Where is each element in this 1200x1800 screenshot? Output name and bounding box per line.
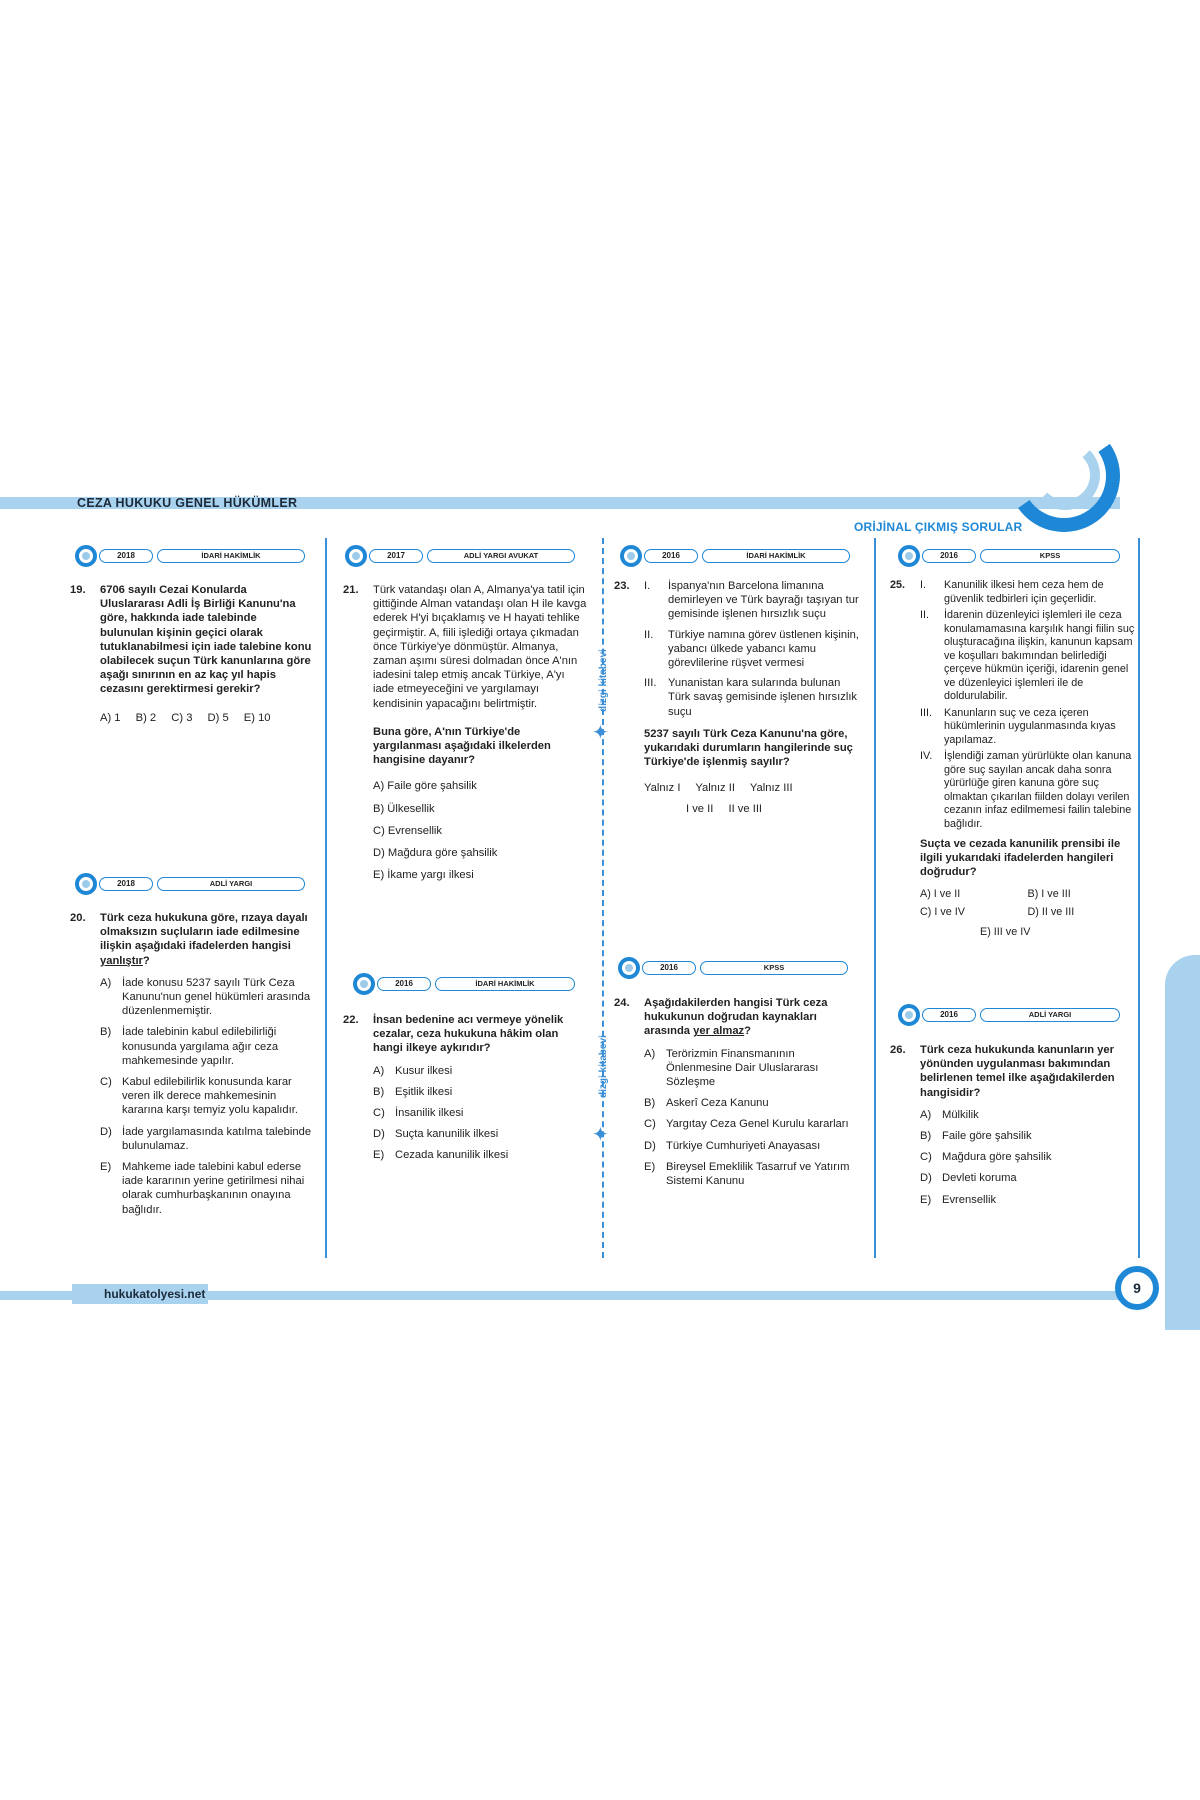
q21-header: [345, 545, 575, 569]
q25-statement-2: [920, 609, 1135, 704]
q20-option-e[interactable]: [100, 1160, 312, 1217]
q25-option-b[interactable]: B) I ve III: [1027, 887, 1071, 900]
q22-option-c[interactable]: [373, 1106, 588, 1120]
q19-option-e[interactable]: E) 10: [243, 711, 271, 724]
q24-year: 2016: [642, 961, 696, 975]
q23-statement-3-text: Yunanistan kara sularında bulunan Türk savaş gemisinde işlenen hırsızlık suçu: [668, 677, 858, 718]
q25-ring-icon: [898, 545, 920, 567]
q19-option-d[interactable]: D) 5: [207, 711, 229, 724]
q25-option-e[interactable]: E) III ve IV: [980, 925, 1031, 938]
q26-option-c[interactable]: [920, 1150, 1135, 1164]
q20-option-a-letter: A): [100, 976, 112, 989]
q25-option-c[interactable]: C) I ve IV: [920, 906, 965, 919]
q20-text-main: Türk ceza hukukuna göre, rızaya dayalı olmaksızın suçluların iade edilmesine ilişkin aşağıdaki ifadelerden hangisi: [100, 912, 308, 953]
q21-option-b[interactable]: B) Ülkesellik: [373, 802, 435, 815]
q23-option-e[interactable]: II ve III: [728, 802, 763, 815]
q21-number: 21.: [343, 584, 359, 596]
q26-option-c-letter: C): [920, 1151, 932, 1164]
q23-year: 2016: [644, 549, 698, 563]
q19-options: [100, 711, 312, 725]
q25-statement-3: [920, 707, 1135, 748]
q24-option-c-text: Yargıtay Ceza Genel Kurulu kararları: [666, 1118, 849, 1131]
q26-option-d-letter: D): [920, 1172, 932, 1185]
q26-text: Türk ceza hukukunda kanunların yer yönünden uygulanması bakımından belirlenen temel ilke aşağıdakilerden hangisidir?: [920, 1044, 1115, 1099]
q23-statement-2-text: Türkiye namına görev üstlenen kişinin, yabancı ülkede yabancı kamu görevlilerine rüşvet vermesi: [668, 628, 859, 670]
q25-statement-1: [920, 579, 1135, 606]
q25-statement-4-text: İşlendiği zaman yürürlükte olan kanuna göre suç sayılan ancak daha sonra yürürlüğe giren kanuna göre suç olmaktan çıkarılan fiilden dolayı verilen cezanın infaz edilmemesi failin talebine bağlıdır.: [944, 750, 1132, 830]
q21-year: 2017: [369, 549, 423, 563]
q26-option-b-text: Faile göre şahsilik: [942, 1130, 1032, 1143]
q20-option-e-text: Mahkeme iade talebini kabul ederse iade kararının yerine getirilmesi nihai olarak cumhurbaşkanının onayına bağlıdır.: [122, 1161, 305, 1216]
q26-exam: ADLİ YARGI: [980, 1008, 1120, 1022]
q20-option-b-text: İade talebinin kabul edilebilirliği konusunda yargılama ağır ceza mahkemesinde yapılır.: [122, 1026, 279, 1067]
column-divider-3: [874, 538, 876, 1258]
q26-header: [898, 1004, 1128, 1028]
q20-text: [100, 911, 312, 968]
q25-option-a[interactable]: A) I ve II: [920, 887, 961, 900]
q26-ring-icon: [898, 1004, 920, 1026]
q20-number: 20.: [70, 912, 86, 924]
question-21: [343, 583, 588, 890]
q22-option-a[interactable]: [373, 1064, 588, 1078]
q24-text-main: Aşağıdakilerden hangisi Türk ceza hukukunun doğrudan kaynakları arasında: [644, 997, 828, 1038]
q23-exam: İDARİ HAKİMLİK: [702, 549, 850, 563]
q19-option-b[interactable]: B) 2: [135, 711, 157, 724]
q23-header: [620, 545, 850, 569]
q25-exam: KPSS: [980, 549, 1120, 563]
q24-option-a-text: Terörizmin Finansmanının Önlenmesine Dair Uluslararası Sözleşme: [666, 1047, 819, 1089]
q20-exam: ADLİ YARGI: [157, 877, 305, 891]
q22-year: 2016: [377, 977, 431, 991]
q25-statement-3-num: III.: [920, 706, 932, 719]
q22-option-b-text: Eşitlik ilkesi: [395, 1085, 453, 1098]
section-label: ORİJİNAL ÇIKMIŞ SORULAR: [854, 520, 1023, 534]
q26-option-d-text: Devleti koruma: [942, 1172, 1017, 1185]
q26-number: 26.: [890, 1044, 906, 1056]
q23-statement-1: [644, 579, 862, 622]
q23-options-row-1: [644, 781, 862, 795]
q24-option-c-letter: C): [644, 1118, 656, 1131]
q26-option-a[interactable]: [920, 1108, 1135, 1122]
q26-option-d[interactable]: [920, 1171, 1135, 1185]
q21-option-c[interactable]: C) Evrensellik: [373, 824, 443, 837]
q22-option-e[interactable]: [373, 1148, 588, 1162]
footer-url[interactable]: hukukatolyesi.net: [104, 1287, 206, 1301]
q24-header: [618, 957, 848, 981]
q23-option-a[interactable]: Yalnız I: [644, 782, 681, 795]
q24-option-e-letter: E): [644, 1160, 656, 1173]
q22-header: [353, 973, 583, 997]
column-divider-1: [325, 538, 327, 1258]
q25-statement-4-num: IV.: [920, 750, 933, 762]
q24-option-a[interactable]: [644, 1047, 862, 1090]
q20-option-b-letter: B): [100, 1026, 112, 1039]
q21-ring-icon: [345, 545, 367, 567]
q24-option-d-letter: D): [644, 1139, 656, 1152]
q20-header: [75, 873, 305, 897]
q24-option-b-letter: B): [644, 1097, 656, 1110]
q24-option-e-text: Bireysel Emeklilik Tasarruf ve Yatırım Sistemi Kanunu: [666, 1160, 850, 1188]
q25-statement-1-text: Kanunilik ilkesi hem ceza hem de güvenlik tedbirleri için geçerlidir.: [944, 579, 1104, 605]
q20-option-b[interactable]: [100, 1025, 312, 1068]
q24-text: [644, 996, 862, 1039]
q19-exam: İDARİ HAKİMLİK: [157, 549, 305, 563]
q22-exam: İDARİ HAKİMLİK: [435, 977, 575, 991]
q23-statement-1-num: I.: [644, 580, 651, 592]
q26-option-b-letter: B): [920, 1130, 932, 1143]
q22-option-d-text: Suçta kanunilik ilkesi: [395, 1128, 499, 1141]
q21-option-d[interactable]: D) Mağdura göre şahsilik: [373, 847, 498, 860]
q23-option-c[interactable]: Yalnız III: [749, 782, 793, 795]
q25-statement-4: [920, 750, 1135, 831]
question-26: [890, 1043, 1135, 1214]
q22-option-d-letter: D): [373, 1128, 385, 1141]
q26-option-a-letter: A): [920, 1108, 932, 1121]
q23-statement-2: [644, 628, 862, 671]
q19-text: 6706 sayılı Cezai Konularda Uluslararası Adli İş Birliği Kanunu'na göre, hakkında iade talebinde bulunulan kişinin geçici olarak tutuklanabilmesi için iade talebine konu olabilecek suçun Türk kanunlarına göre aşağı sınırının en az kaç yıl hapis cezasını gerektirmesi gerekir?: [100, 584, 312, 696]
q26-option-e[interactable]: [920, 1193, 1135, 1207]
question-24: [614, 996, 862, 1195]
q25-statement-3-text: Kanunların suç ve ceza içeren hükümlerinin uygulanmasında kıyas yapılamaz.: [944, 706, 1116, 746]
header-arc-inner-decoration: [1030, 440, 1100, 510]
q22-option-c-letter: C): [373, 1107, 385, 1120]
q25-header: [898, 545, 1128, 569]
q22-option-b[interactable]: [373, 1085, 588, 1099]
q20-year: 2018: [99, 877, 153, 891]
q20-option-d[interactable]: [100, 1125, 312, 1153]
question-25: [890, 579, 1135, 939]
q26-option-b[interactable]: [920, 1129, 1135, 1143]
q21-text: Türk vatandaşı olan A, Almanya'ya tatil için gittiğinde Alman vatandaşı olan H ile kavga ederek H'yi bıçaklamış ve H hayati tehlike geçirmiştir. A, fiili işlediği ortaya çıkmadan önce Türkiye'ye dönmüştür. Almanya, zaman aşımı süresi dolmadan önce A'nın iadesini talep etmiş ancak Türkiye, A'yı iade etmeyeceğini ve yargılamayı kendisinin yapacağını belirtmiştir.: [373, 584, 587, 710]
q24-text-underlined: yer almaz: [693, 1025, 745, 1038]
q19-year: 2018: [99, 549, 153, 563]
q20-option-c[interactable]: [100, 1075, 312, 1118]
q21-option-a[interactable]: A) Faile göre şahsilik: [373, 780, 477, 793]
q20-text-underlined: yanlıştır: [100, 954, 143, 967]
q23-statement-3-num: III.: [644, 677, 657, 690]
q23-statement-3: [644, 676, 862, 719]
brand-vertical-text-2: dizgi kitabevi: [598, 1035, 609, 1098]
q24-ring-icon: [618, 957, 640, 979]
q23-option-d[interactable]: I ve II: [686, 802, 714, 815]
q21-option-e[interactable]: E) İkame yargı ilkesi: [373, 869, 474, 882]
page-number: 9: [1115, 1266, 1159, 1310]
q24-option-b[interactable]: [644, 1096, 862, 1110]
brand-bird-icon-2: ✦: [592, 1124, 609, 1146]
page-header-title: CEZA HUKUKU GENEL HÜKÜMLER: [77, 496, 298, 510]
q19-header: [75, 545, 305, 569]
q22-option-b-letter: B): [373, 1085, 385, 1098]
q23-option-b[interactable]: Yalnız II: [695, 782, 735, 795]
q20-option-c-text: Kabul edilebilirlik konusunda karar veren ilk derece mahkemesinin kararına karşı temyiz yolu kapalıdır.: [122, 1076, 298, 1117]
q22-option-c-text: İnsanilik ilkesi: [395, 1107, 464, 1120]
q23-ring-icon: [620, 545, 642, 567]
q25-number: 25.: [890, 579, 906, 591]
q19-option-c[interactable]: C) 3: [171, 711, 193, 724]
q24-option-b-text: Askerî Ceza Kanunu: [666, 1097, 769, 1110]
q25-option-d[interactable]: D) II ve III: [1027, 906, 1075, 919]
q26-year: 2016: [922, 1008, 976, 1022]
q20-option-a-text: İade konusu 5237 sayılı Türk Ceza Kanunu'nun genel hükümleri arasında düzenlenmemiştir.: [122, 976, 311, 1018]
q25-statement-2-text: İdarenin düzenleyici işlemleri ile ceza konulamamasına karşılık hangi fiilin suç oluşturacağına ilişkin, kanunun kapsam ve koşulları bakımından belirlediği çerçeve hükmün içeriği, idarenin genel ve düzenleyici işlemleri ile de doldurulabilir.: [944, 609, 1135, 702]
q25-options: [920, 888, 1135, 920]
q23-options-row-2: [644, 802, 862, 816]
q20-text-end: ?: [142, 954, 150, 967]
q22-ring-icon: [353, 973, 375, 995]
q19-option-a[interactable]: A) 1: [100, 711, 121, 724]
question-23: [614, 579, 862, 816]
q24-option-d-text: Türkiye Cumhuriyeti Anayasası: [666, 1139, 821, 1152]
q22-option-d[interactable]: [373, 1127, 588, 1141]
q20-option-a[interactable]: [100, 976, 312, 1019]
q24-option-a-letter: A): [644, 1047, 656, 1060]
q25-statement-2-num: II.: [920, 609, 929, 621]
q20-ring-icon: [75, 873, 97, 895]
q23-question: 5237 sayılı Türk Ceza Kanunu'na göre, yukarıdaki durumların hangilerinde suç Türkiye'de işlenmiş sayılır?: [644, 727, 853, 769]
q19-number: 19.: [70, 584, 86, 596]
q26-option-e-text: Evrensellik: [942, 1193, 997, 1206]
q23-statement-1-text: İspanya'nın Barcelona limanına demirleyen ve Türk bayrağı taşıyan tur gemisinde işlenen hırsızlık suçu: [668, 580, 859, 621]
q22-option-a-text: Kusur ilkesi: [395, 1064, 453, 1077]
q24-exam: KPSS: [700, 961, 848, 975]
q25-question: Suçta ve cezada kanunilik prensibi ile ilgili yukarıdaki ifadelerden hangileri doğrudur?: [920, 838, 1121, 879]
brand-bird-icon-1: ✦: [592, 722, 609, 744]
q20-option-c-letter: C): [100, 1076, 112, 1089]
q22-number: 22.: [343, 1014, 359, 1026]
side-tab-decoration: [1165, 955, 1200, 1330]
column-divider-dashed: [602, 538, 604, 1258]
q22-option-e-text: Cezada kanunilik ilkesi: [395, 1149, 509, 1162]
q24-option-d[interactable]: [644, 1139, 862, 1153]
q26-option-e-letter: E): [920, 1193, 932, 1206]
q20-option-d-text: İade yargılamasında katılma talebinde bulunulamaz.: [122, 1125, 312, 1152]
q19-ring-icon: [75, 545, 97, 567]
q20-option-d-letter: D): [100, 1125, 112, 1138]
q21-exam: ADLİ YARGI AVUKAT: [427, 549, 575, 563]
q23-statement-2-num: II.: [644, 628, 654, 641]
q23-number: 23.: [614, 580, 630, 592]
q22-option-e-letter: E): [373, 1149, 385, 1162]
brand-vertical-text-1: dizgi kitabevi: [598, 649, 609, 712]
q26-option-c-text: Mağdura göre şahsilik: [942, 1151, 1052, 1164]
q22-option-a-letter: A): [373, 1064, 385, 1077]
q26-option-a-text: Mülkilik: [942, 1108, 979, 1121]
q25-statement-1-num: I.: [920, 579, 926, 591]
q20-option-e-letter: E): [100, 1161, 112, 1174]
question-22: [343, 1013, 588, 1170]
question-20: [70, 911, 312, 1224]
q21-question: Buna göre, A'nın Türkiye'de yargılanması aşağıdaki ilkelerden hangisine dayanır?: [373, 725, 551, 767]
column-divider-right: [1138, 538, 1140, 1258]
q24-option-c[interactable]: [644, 1117, 862, 1131]
q24-number: 24.: [614, 997, 630, 1009]
question-19: [70, 583, 312, 725]
q25-year: 2016: [922, 549, 976, 563]
q22-text: İnsan bedenine acı vermeye yönelik cezalar, ceza hukukuna hâkim olan hangi ilkeye aykırıdır?: [373, 1014, 564, 1055]
q24-option-e[interactable]: [644, 1160, 862, 1188]
q24-text-end: ?: [744, 1025, 751, 1038]
